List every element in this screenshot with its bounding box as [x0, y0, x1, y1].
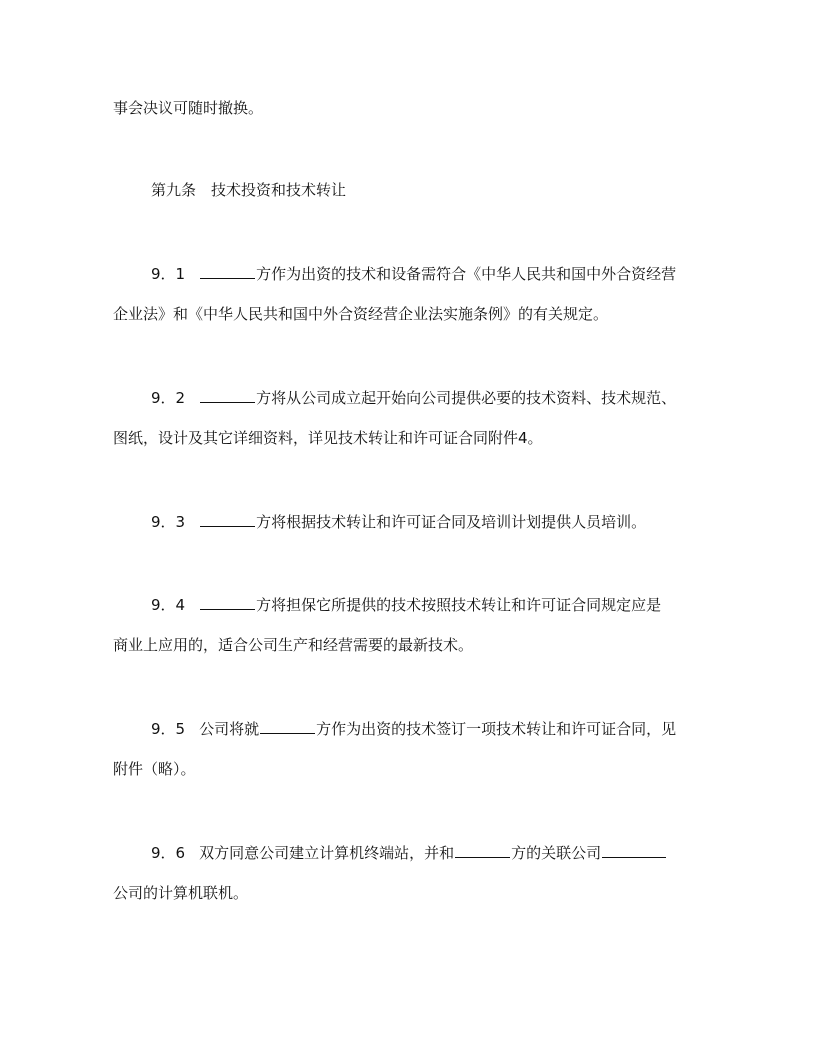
clause-9-4-line1	[151, 594, 751, 615]
fill-blank	[200, 594, 255, 610]
clause-prefix: 公司将就	[199, 720, 260, 738]
fill-blank	[200, 263, 255, 279]
clause-number: 9．4	[151, 596, 186, 614]
clause-9-4-line2: 商业上应用的，适合公司生产和经营需要的最新技术。	[113, 636, 474, 654]
clause-text: 方的关联公司	[511, 844, 602, 862]
clause-text: 方将根据技术转让和许可证合同及培训计划提供人员培训。	[256, 513, 647, 531]
fill-blank	[455, 842, 510, 858]
clause-text: 方作为出资的技术和设备需符合《中华人民共和国中外合资经营	[256, 265, 677, 283]
fill-blank	[260, 718, 315, 734]
clause-text: 方作为出资的技术签订一项技术转让和许可证合同，见	[316, 720, 677, 738]
clause-prefix: 双方同意公司建立计算机终端站，并和	[199, 844, 455, 862]
article-heading: 第九条 技术投资和技术转让	[151, 181, 347, 199]
clause-9-1-line2: 企业法》和《中华人民共和国中外合资经营企业法实施条例》的有关规定。	[113, 305, 609, 323]
fill-blank	[200, 511, 255, 527]
clause-number: 9．2	[151, 389, 186, 407]
clause-9-5-line2: 附件（略）。	[113, 760, 196, 778]
clause-9-2-line2: 图纸，设计及其它详细资料，详见技术转让和许可证合同附件4。	[113, 429, 543, 447]
clause-9-1-line1	[151, 263, 751, 284]
clause-9-6-line1	[151, 842, 751, 863]
clause-text: 方将担保它所提供的技术按照技术转让和许可证合同规定应是	[256, 596, 662, 614]
clause-9-3-line1	[151, 511, 751, 532]
clause-number: 9．5	[151, 720, 186, 738]
clause-9-6-line2: 公司的计算机联机。	[113, 884, 249, 902]
fill-blank	[200, 387, 255, 403]
carryover-line: 事会决议可随时撤换。	[113, 99, 264, 117]
clause-number: 9．6	[151, 844, 186, 862]
fill-blank	[602, 842, 666, 858]
clause-9-5-line1	[151, 718, 751, 739]
clause-9-2-line1	[151, 387, 751, 408]
clause-text: 方将从公司成立起开始向公司提供必要的技术资料、技术规范、	[256, 389, 677, 407]
clause-number: 9．1	[151, 265, 186, 283]
clause-number: 9．3	[151, 513, 186, 531]
